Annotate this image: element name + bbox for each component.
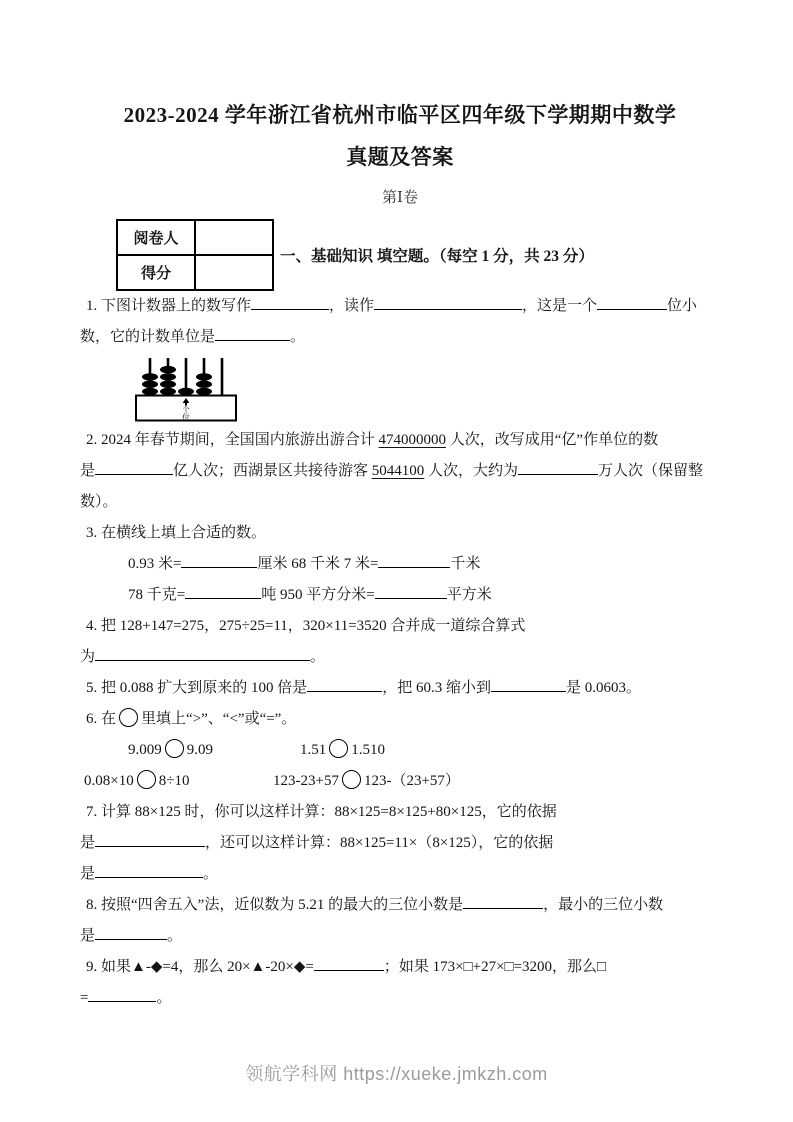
text-segment: ，还可以这样计算：88×125=11×（8×125），它的依据 <box>205 835 554 851</box>
text-segment: ，读作 <box>329 298 375 314</box>
question-2-line-3 <box>80 487 720 518</box>
text-segment: ，最小的三位小数 <box>543 897 664 913</box>
question-9-line-2 <box>80 983 720 1014</box>
text-segment: 是 <box>80 835 96 851</box>
text-segment: 7. 计算 88×125 时，你可以这样计算：88×125=8×125+80×125，它的依据 <box>86 804 557 820</box>
text-segment: 。 <box>310 649 326 665</box>
text-segment: 0.08×10 <box>84 773 134 789</box>
question-9-line-1 <box>80 952 720 983</box>
score-header-row <box>116 219 720 291</box>
text-segment: 6. 在 <box>86 711 117 727</box>
text-segment: 1.51 <box>300 742 327 758</box>
page-title-line-2: 真题及答案 <box>346 145 454 169</box>
text-segment: 0.93 米= <box>128 556 182 572</box>
text-segment: = <box>80 990 89 1006</box>
abacus-bead <box>160 388 176 395</box>
abacus-bead <box>196 373 212 380</box>
text-segment: ，把 60.3 缩小到 <box>382 680 492 696</box>
text-segment: 。 <box>156 990 172 1006</box>
answer-blank <box>314 957 384 971</box>
text-segment: 人次，改写成用“亿”作单位的数 <box>446 432 659 448</box>
text-segment: 里填上“>”、“<”或“=”。 <box>141 711 297 727</box>
text-segment: 9. 如果▲-◆=4，那么 20×▲-20×◆= <box>86 959 314 975</box>
question-8-line-2 <box>80 921 720 952</box>
underlined-number: 474000000 <box>378 432 447 448</box>
answer-blank <box>95 864 203 878</box>
text-segment: 数，它的计数单位是 <box>80 329 216 345</box>
text-segment: 2. 2024 年春节期间，全国国内旅游出游合计 <box>86 432 379 448</box>
comparison-pair <box>273 766 460 797</box>
abacus-bead <box>196 388 212 395</box>
abacus-bead <box>178 388 194 395</box>
text-segment: 123-23+57 <box>273 773 339 789</box>
text-segment: 9.09 <box>186 742 213 758</box>
question-8-line-1 <box>80 890 720 921</box>
comparison-circle <box>119 708 138 727</box>
text-segment: 。 <box>203 866 219 882</box>
exam-page <box>80 94 720 1014</box>
answer-blank <box>88 988 156 1002</box>
text-segment: 78 千克= <box>128 587 186 603</box>
score-label-cell: 得分 <box>117 255 195 290</box>
answer-blank <box>518 461 598 475</box>
abacus-bead <box>196 381 212 388</box>
question-1-line-2 <box>80 322 720 353</box>
grader-empty-cell <box>195 220 273 255</box>
question-6-line-2 <box>80 735 720 766</box>
text-segment: 123-（23+57） <box>363 773 460 789</box>
text-segment: 3. 在横线上填上合适的数。 <box>86 525 267 541</box>
question-2-line-1 <box>80 425 720 456</box>
abacus-bead <box>160 373 176 380</box>
text-segment: 厘米 68 千米 7 米= <box>257 556 379 572</box>
text-segment: 吨 950 平方分米= <box>261 587 375 603</box>
watermark-footer: 领航学科网 https://xueke.jmkzh.com <box>245 1064 548 1084</box>
volume-label: 第Ⅰ卷 <box>382 190 418 206</box>
text-segment: 4. 把 128+147=275，275÷25=11，320×11=3520 合并成一道综合算式 <box>86 618 526 634</box>
grader-label-cell: 阅卷人 <box>117 220 195 255</box>
text-segment: 数）。 <box>80 494 118 510</box>
text-segment: 1. 下图计数器上的数写作 <box>86 298 252 314</box>
answer-blank <box>463 895 543 909</box>
answer-blank <box>95 647 310 661</box>
abacus-counter-image <box>134 355 238 422</box>
question-7-line-3 <box>80 859 720 890</box>
text-segment: 是 0.0603。 <box>566 680 642 696</box>
question-3-line-3 <box>80 580 720 611</box>
comparison-circle <box>137 770 156 789</box>
score-table <box>116 219 274 291</box>
underlined-number: 5044100 <box>371 463 425 479</box>
question-5-line-1 <box>80 673 720 704</box>
page-title-line-1: 2023-2024 学年浙江省杭州市临平区四年级下学期期中数学 <box>123 103 677 127</box>
comparison-circle <box>165 739 184 758</box>
ones-place-label-char1: 个 <box>182 405 190 414</box>
answer-blank <box>215 327 290 341</box>
text-segment: ，这是一个 <box>522 298 598 314</box>
text-segment: 亿人次；西湖景区共接待游客 <box>173 463 372 479</box>
abacus-bead <box>142 381 158 388</box>
question-7-line-2 <box>80 828 720 859</box>
text-segment: 为 <box>80 649 96 665</box>
table-row <box>117 255 273 290</box>
text-segment: 平方米 <box>446 587 492 603</box>
text-segment: 是 <box>80 866 96 882</box>
comparison-pair <box>300 735 385 766</box>
answer-blank <box>95 461 173 475</box>
question-3-line-1 <box>80 518 720 549</box>
abacus-bead <box>160 366 176 373</box>
question-7-line-1 <box>80 797 720 828</box>
question-4-line-2 <box>80 642 720 673</box>
text-segment: 千米 <box>450 556 481 572</box>
abacus-bead <box>142 388 158 395</box>
text-segment: ；如果 173×□+27×□=3200，那么□ <box>383 959 607 975</box>
answer-blank <box>374 296 522 310</box>
text-segment: 9.009 <box>128 742 162 758</box>
question-6-line-3 <box>80 766 720 797</box>
text-segment: 位小 <box>667 298 698 314</box>
text-segment: 是 <box>80 928 96 944</box>
question-6-line-1 <box>80 704 720 735</box>
answer-blank <box>95 833 205 847</box>
answer-blank <box>185 585 261 599</box>
question-2-line-2 <box>80 456 720 487</box>
score-empty-cell <box>195 255 273 290</box>
answer-blank <box>307 678 382 692</box>
abacus-figure <box>80 355 720 423</box>
table-row <box>117 220 273 255</box>
question-1-line-1 <box>80 291 720 322</box>
text-segment: 。 <box>290 329 306 345</box>
answer-blank <box>378 554 450 568</box>
text-segment: 8. 按照“四舍五入”法，近似数为 5.21 的最大的三位小数是 <box>86 897 464 913</box>
section-heading: 一、基础知识 填空题。（每空 1 分，共 23 分） <box>280 248 594 265</box>
text-segment: 人次，大约为 <box>424 463 519 479</box>
abacus-bead <box>160 381 176 388</box>
answer-blank <box>597 296 667 310</box>
answer-blank <box>491 678 566 692</box>
comparison-circle <box>329 739 348 758</box>
comparison-circle <box>342 770 361 789</box>
abacus-bead <box>142 373 158 380</box>
text-segment: 万人次（保留整 <box>598 463 704 479</box>
text-segment: 5. 把 0.088 扩大到原来的 100 倍是 <box>86 680 308 696</box>
answer-blank <box>375 585 447 599</box>
question-3-line-2 <box>80 549 720 580</box>
ones-place-label-char2: 位 <box>182 412 190 422</box>
text-segment: 。 <box>167 928 183 944</box>
text-segment: 是 <box>80 463 96 479</box>
question-4-line-1 <box>80 611 720 642</box>
text-segment: 8÷10 <box>158 773 190 789</box>
answer-blank <box>181 554 257 568</box>
answer-blank <box>251 296 329 310</box>
answer-blank <box>95 926 167 940</box>
text-segment: 1.510 <box>351 742 385 758</box>
